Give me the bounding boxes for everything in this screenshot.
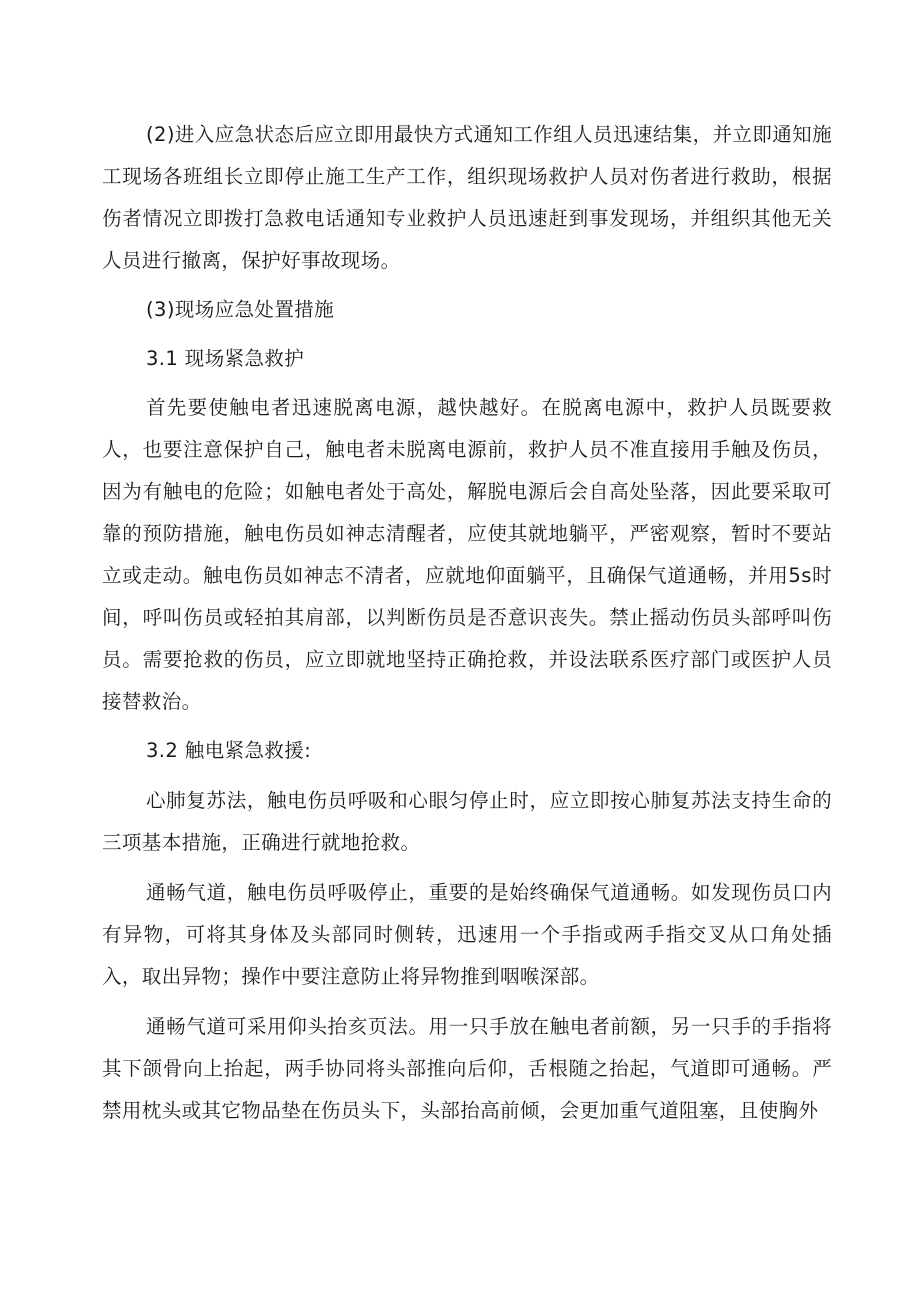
heading-onsite-measures: (3)现场应急处置措施 [146,298,335,321]
heading-electric-shock-rescue: 3.2 触电紧急救援: [146,739,312,762]
paragraph-head-tilt-chin-lift: 通畅气道可采用仰头抬亥页法。用一只手放在触电者前额，另一只手的手指将其下颌骨向上抬起，两手协同将头部推向后仰，舌根随之抬起，气道即可通畅。严禁用枕头或其它物品垫在伤员头下，头部抬高前倾，会更加重气道阻塞，且使胸外 [102,1015,832,1122]
paragraph-disconnect-power: 首先要使触电者迅速脱离电源，越快越好。在脱离电源中，救护人员既要救人，也要注意保护自己，触电者未脱离电源前，救护人员不准直接用手触及伤员，因为有触电的危险；如触电者处于高处，解脱电源后会自高处坠落，因此要采取可靠的预防措施，触电伤员如神志清醒者，应使其就地躺平，严密观察，暂时不要站立或走动。触电伤员如神志不清者，应就地仰面躺平，且确保气道通畅，并用5s时间，呼叫伤员或轻拍其肩部，以判断伤员是否意识丧失。禁止摇动伤员头部呼叫伤员。需要抢救的伤员，应立即就地坚持正确抢救，并设法联系医疗部门或医护人员接替救治。 [102,396,832,713]
paragraph-clear-airway: 通畅气道，触电伤员呼吸停止，重要的是始终确保气道通畅。如发现伤员口内有异物，可将其身体及头部同时侧转，迅速用一个手指或两手指交叉从口角处插入，取出异物；操作中要注意防止将异物推到咽喉深部。 [102,881,832,988]
document-body [102,114,832,1132]
paragraph-emergency-notification: (2)进入应急状态后应立即用最快方式通知工作组人员迅速结集，并立即通知施工现场各班组长立即停止施工生产工作，组织现场救护人员对伤者进行救助，根据伤者情况立即拨打急救电话通知专业救护人员迅速赶到事发现场，并组织其他无关人员进行撤离，保护好事故现场。 [102,123,832,272]
heading-onsite-first-aid: 3.1 现场紧急救护 [146,347,305,370]
paragraph-cpr: 心肺复苏法，触电伤员呼吸和心眼匀停止时，应立即按心肺复苏法支持生命的三项基本措施，正确进行就地抢救。 [102,789,832,854]
